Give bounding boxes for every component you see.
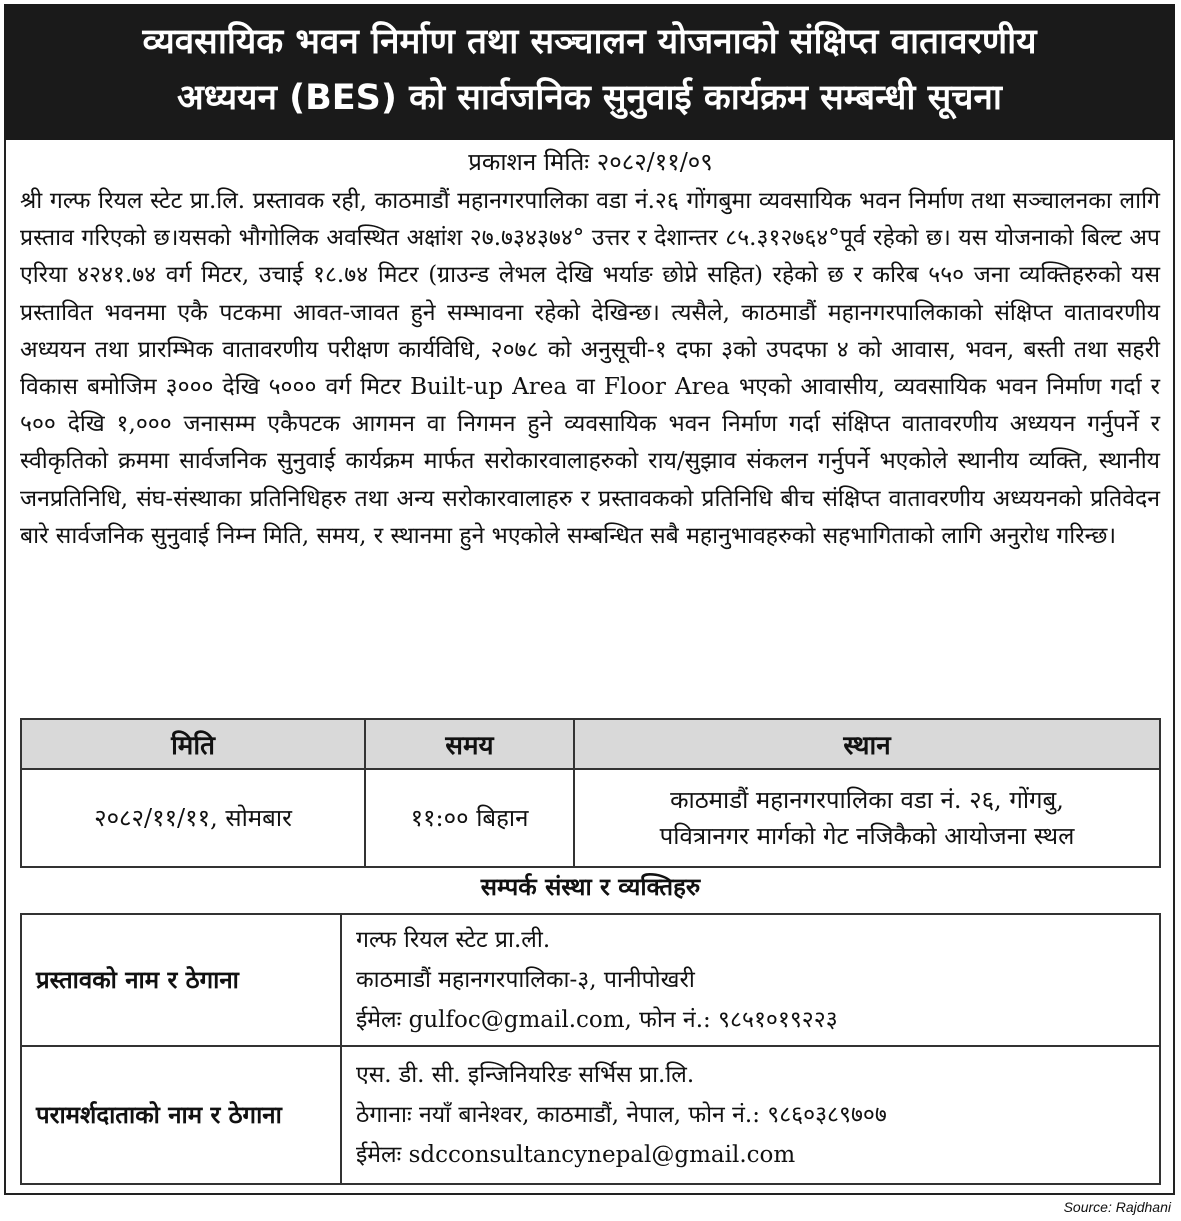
hearing-time: ११:०० बिहान <box>365 769 574 867</box>
consultant-email: ईमेलः sdcconsultancynepal@gmail.com <box>356 1142 796 1168</box>
proponent-details <box>341 914 1160 1046</box>
consultant-address: ठेगानाः नयाँ बानेश्वर, काठमाडौं, नेपाल, फोन नं.: ९८६०३८९७०७ <box>356 1102 887 1128</box>
consultant-label: परामर्शदाताको नाम र ठेगाना <box>21 1046 341 1184</box>
header-time: समय <box>365 719 574 769</box>
table-row <box>21 769 1160 867</box>
table-row <box>21 914 1160 1046</box>
title-line-1: व्यवसायिक भवन निर्माण तथा सञ्चालन योजनाको संक्षिप्त वातावरणीय <box>142 22 1037 62</box>
schedule-table <box>20 718 1161 868</box>
proponent-name: गल्फ रियल स्टेट प्रा.ली. <box>356 927 551 953</box>
consultant-details <box>341 1046 1160 1184</box>
consultant-name: एस. डी. सी. इन्जिनियरिङ सर्भिस प्रा.लि. <box>356 1062 695 1088</box>
title-line-2: अध्ययन (BES) को सार्वजनिक सुनुवाई कार्यक्रम सम्बन्धी सूचना <box>176 78 1002 118</box>
venue-line-2: पवित्रानगर मार्गको गेट नजिकैको आयोजना स्थल <box>659 822 1075 850</box>
header-date: मिति <box>21 719 365 769</box>
proponent-contact: ईमेलः gulfoc@gmail.com, फोन नं.: ९८५१०१९२२३ <box>356 1007 838 1033</box>
contacts-title: सम्पर्क संस्था र व्यक्तिहरु <box>480 873 701 901</box>
hearing-venue <box>574 769 1160 867</box>
header-venue: स्थान <box>574 719 1160 769</box>
contacts-table <box>20 913 1161 1185</box>
notice-title <box>4 4 1175 140</box>
source-credit: Source: Rajdhani <box>1063 1199 1171 1215</box>
publication-date: प्रकाशन मितिः २०८२/११/०९ <box>468 148 713 176</box>
table-row <box>21 1046 1160 1184</box>
proponent-label: प्रस्तावको नाम र ठेगाना <box>21 914 341 1046</box>
notice-body: श्री गल्फ रियल स्टेट प्रा.लि. प्रस्तावक रही, काठमाडौं महानगरपालिका वडा नं.२६ गोंगबुमा व्यवसायिक भवन निर्माण तथा सञ्चालनका लागि प्रस्ताव गरिएको छ।यसको भौगोलिक अवस्थित अक्षांश २७.७३४३७४° उत्तर र देशान्तर ८५.३१२७६४°पूर्व रहेको छ। यस योजनाको बिल्ट अप एरिया ४२४१.७४ वर्ग मिटर, उचाई १८.७४ मिटर (ग्राउन्ड लेभल देखि भर्याङ छोप्ने सहित) रहेको छ र करिब ५५० जना व्यक्तिहरुको यस प्रस्तावित भवनमा एकै पटकमा आवत-जावत हुने सम्भावना रहेको देखिन्छ। त्यसैले, काठमाडौं महानगरपालिकाको संक्षिप्त वातावरणीय अध्ययन तथा प्रारम्भिक वातावरणीय परीक्षण कार्यविधि, २०७८ को अनुसूची-१ दफा ३को उपदफा ४ को आवास, भवन, बस्ती तथा सहरी विकास बमोजिम ३००० देखि ५००० वर्ग मिटर Built-up Area वा Floor Area भएको आवासीय, व्यवसायिक भवन निर्माण गर्दा र ५०० देखि १,००० जनासम्म एकैपटक आगमन वा निगमन हुने व्यवसायिक भवन निर्माण गर्दा संक्षिप्त वातावरणीय अध्ययन गर्नुपर्ने र स्वीकृतिको क्रममा सार्वजनिक सुनुवाई कार्यक्रम मार्फत सरोकारवालाहरुको राय/सुझाव संकलन गर्नुपर्ने भएकोले स्थानीय व्यक्ति, स्थानीय जनप्रतिनिधि, संघ-संस्थाका प्रतिनिधिहरु तथा अन्य सरोकारवालाहरु र प्रस्तावकको प्रतिनिधि बीच संक्षिप्त वातावरणीय अध्ययनको प्रतिवेदन बारे सार्वजनिक सुनुवाई निम्न मिति, समय, र स्थानमा हुने भएकोले सम्बन्धित सबै महानुभावहरुको सहभागिताको लागि अनुरोध गरिन्छ। <box>20 188 1161 549</box>
hearing-date: २०८२/११/११, सोमबार <box>21 769 365 867</box>
venue-line-1: काठमाडौं महानगरपालिका वडा नं. २६, गोंगबु, <box>670 786 1064 814</box>
proponent-address: काठमाडौं महानगरपालिका-३, पानीपोखरी <box>356 967 695 993</box>
